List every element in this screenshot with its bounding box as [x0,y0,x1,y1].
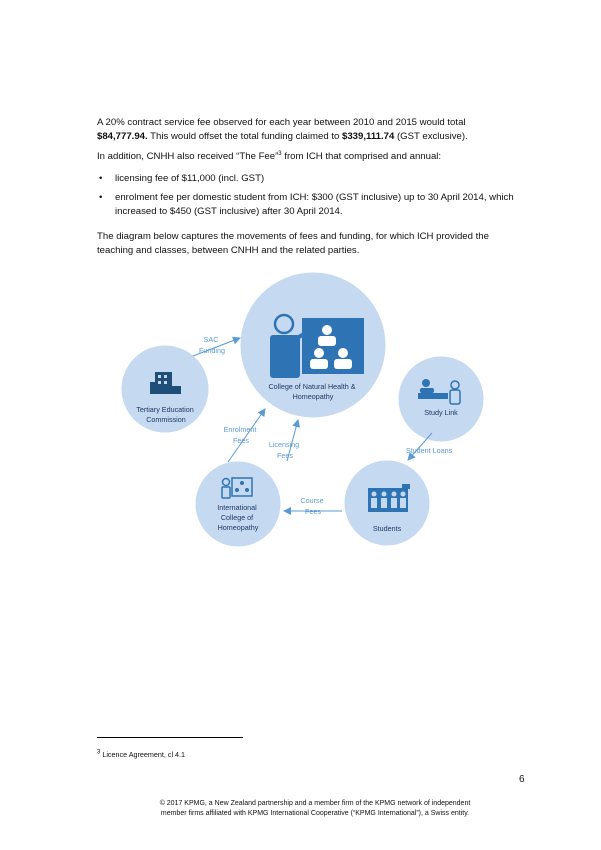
course-fees-label: Course Fees [300,496,324,516]
footnote-ref: 3 [278,150,282,157]
bullet-marker: • [99,192,103,203]
tec-label: Tertiary Education Commission [136,405,194,424]
footer-line: © 2017 KPMG, a New Zealand partnership and a member firm of the KPMG network of independent [159,800,471,807]
paragraph-text: (GST exclusive). [394,131,468,142]
studylink-label: Study Link [424,408,458,417]
paragraph-text: from ICH that comprised and annual: [281,151,442,162]
ich-label: International College of Homeopathy [217,503,259,532]
cnhh-label: College of Natural Health & Homeopathy [268,382,356,401]
amount-contract-fee: $84,777.94. [97,131,148,142]
list-item-text: enrolment fee per domestic student from ICH: $300 (GST inclusive) up to 30 April 2014, which increased to $450 (GST inclusive) after 30 April 2014. [115,192,514,217]
bullet-marker: • [99,173,103,184]
footnote-text: Licence Agreement, cl 4.1 [100,750,186,759]
footnote-number: 3 [97,749,101,756]
footnote [97,750,185,759]
paragraph-text: A 20% contract service fee observed for each year between 2010 and 2015 would total [97,117,466,128]
list-item-text: licensing fee of $11,000 (incl. GST) [115,173,265,184]
student-loans-label: Student Loans [405,446,453,455]
paragraph-diagram-intro: The diagram below captures the movements of fees and funding, for which ICH provided the teaching and classes, between CNHH and the related parties. [97,231,489,256]
amount-total-funding: $339,111.74 [342,131,395,142]
paragraph-text: This would offset the total funding claimed to [147,131,342,142]
page-number: 6 [519,774,525,785]
enrolment-fees-label: Enrolment Fees [223,425,257,445]
licensing-fees-label: Licensing Fees [268,440,300,460]
students-label: Students [372,524,402,533]
footnote-divider [97,737,243,738]
footer-line: member firms affiliated with KPMG International Cooperative (“KPMG International”), a Swiss entity. [160,810,470,817]
copyright-footer [130,799,500,819]
paragraph-text: In addition, CNHH also received “The Fee” [97,151,279,162]
sac-funding-label: SAC Funding [199,335,225,355]
students-group-icon [368,484,410,512]
